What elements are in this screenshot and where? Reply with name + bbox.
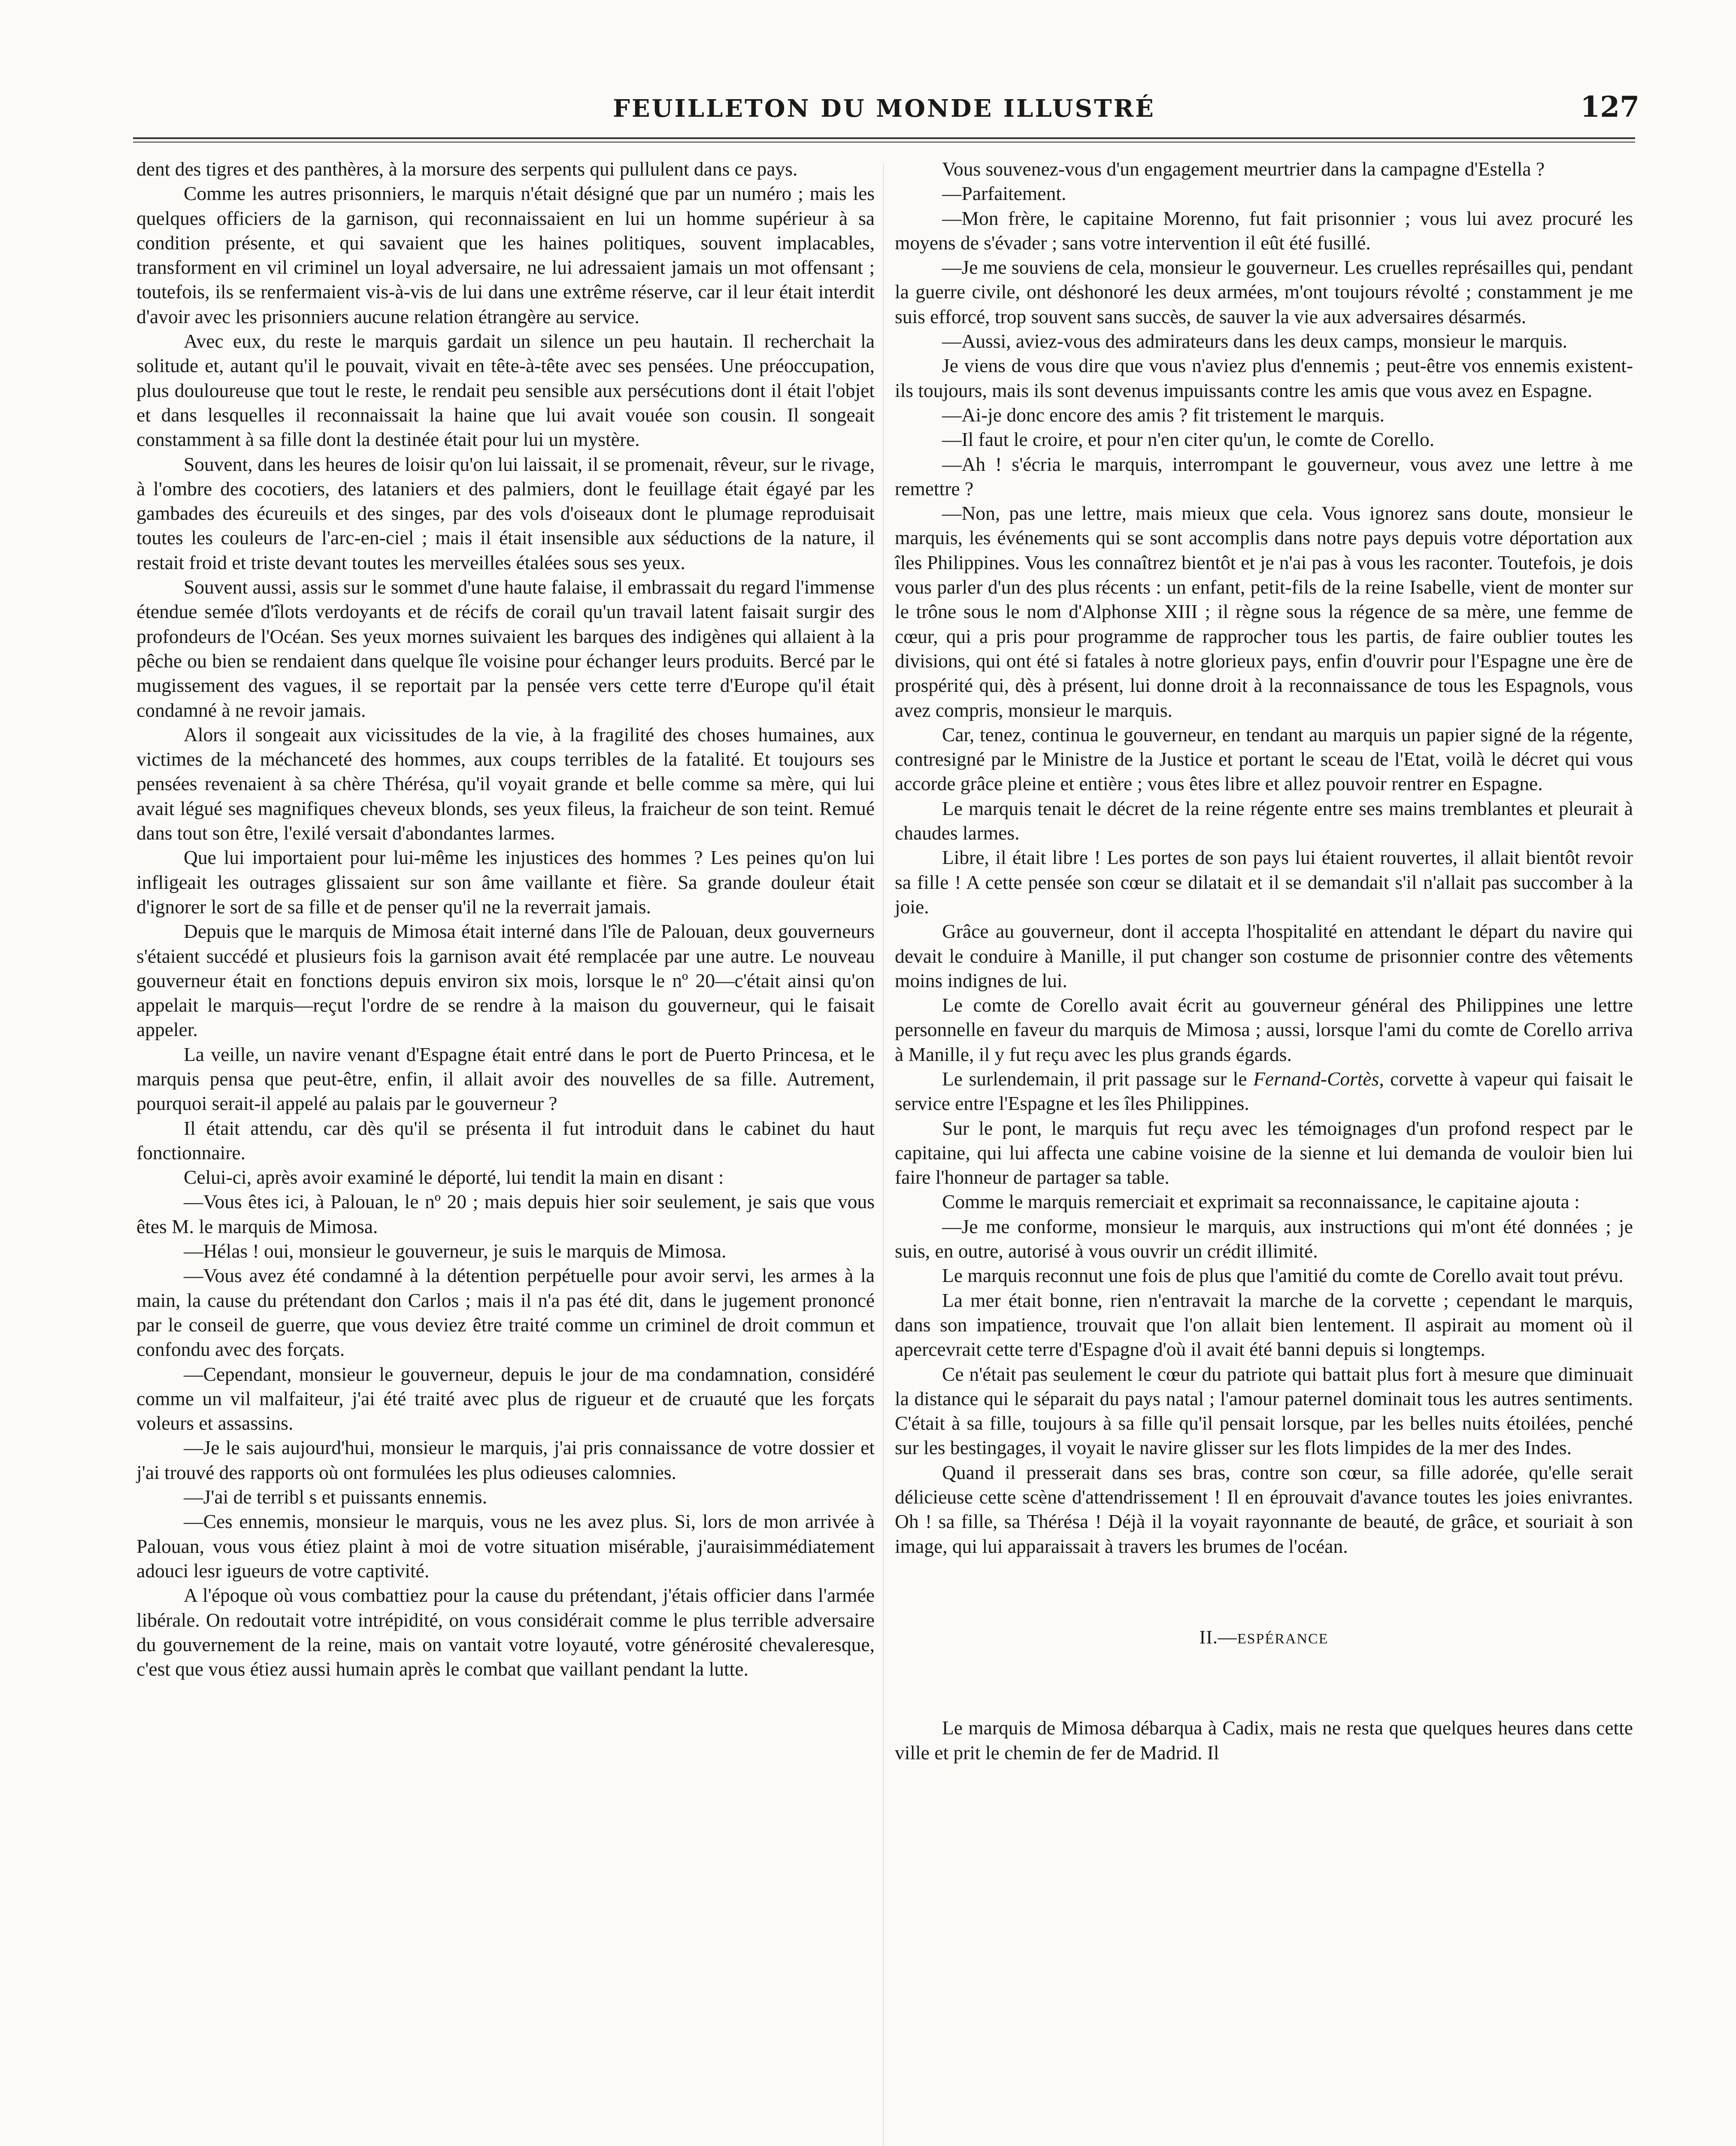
- paragraph: Car, tenez, continua le gouverneur, en tendant au marquis un papier signé de la régente, contresigné par le Ministre de la Justice et portant le sceau de l'Etat, voilà le décret qui vous accorde grâce pleine et entière ; vous êtes libre et allez pouvoir rentrer en Espagne.: [895, 723, 1633, 795]
- paragraph: Vous souvenez-vous d'un engagement meurtrier dans la campagne d'Estella ?: [942, 158, 1545, 180]
- section-number: II.—: [1199, 1626, 1237, 1648]
- running-title: FEUILLETON DU MONDE ILLUSTRÉ: [613, 94, 1155, 123]
- paragraph: Le comte de Corello avait écrit au gouverneur général des Philippines une lettre personnelle en faveur du marquis de Mimosa ; aussi, lorsque l'ami du comte de Corello arriva à Manille, il y fut reçu avec les plus grands égards.: [895, 994, 1633, 1065]
- paragraph: Quand il presserait dans ses bras, contre son cœur, sa fille adorée, qu'elle serait délicieuse cette scène d'attendrissement ! Il en éprouvait d'avance toutes les joies enivrantes. Oh ! sa fille, sa Thérésa ! Déjà il la voyait rayonnante de beauté, de grâce, et souriait à son image, qui lui apparaissait à travers les brumes de l'océan.: [895, 1461, 1633, 1557]
- section-heading: [895, 1625, 1633, 1651]
- page-header: [129, 90, 1639, 129]
- paragraph: Comme les autres prisonniers, le marquis n'était désigné que par un numéro ; mais les quelques officiers de la garnison, qui reconnaissaient en lui un homme supérieur à sa condition présente, et qui savaient que les haines politiques, souvent implacables, transforment en vil criminel un loyal adversaire, ne lui adressaient jamais un mot offensant ; toutefois, ils se renfermaient vis-à-vis de lui dans une extrême réserve, car il leur était interdit d'avoir avec les prisonniers aucune relation étrangère au service.: [136, 182, 875, 327]
- paragraph: Il était attendu, car dès qu'il se présenta il fut introduit dans le cabinet du haut fonctionnaire.: [136, 1117, 875, 1164]
- paragraph: Libre, il était libre ! Les portes de son pays lui étaient rouvertes, il allait bientôt revoir sa fille ! A cette pensée son cœur se dilatait et il se demandait s'il n'allait pas succomber à la joie.: [895, 846, 1633, 918]
- paragraph: Depuis que le marquis de Mimosa était interné dans l'île de Palouan, deux gouverneurs s'étaient succédé et plusieurs fois la garnison avait été remplacée par une autre. Le nouveau gouverneur était en fonctions depuis environ six mois, lorsque le nº 20—c'était ainsi qu'on appelait le marquis—reçut l'ordre de se rendre à la maison du gouverneur, qui le faisait appeler.: [136, 920, 875, 1041]
- header-rule: [133, 137, 1635, 142]
- paragraph: Alors il songeait aux vicissitudes de la vie, à la fragilité des choses humaines, aux victimes de la méchanceté des hommes, aux coups terribles de la fatalité. Et toujours ses pensées revenaient à sa chère Thérésa, qu'il voyait grande et belle comme sa mère, qui lui avait légué ses magnifiques cheveux blonds, ses yeux fileus, la fraicheur de son teint. Remué dans tout son être, l'exilé versait d'abondantes larmes.: [136, 723, 875, 844]
- dialogue-paragraph: —Je me conforme, monsieur le marquis, aux instructions qui m'ont été données ; je suis, en outre, autorisé à vous ouvrir un crédit illimité.: [895, 1215, 1633, 1262]
- dialogue-paragraph: —Cependant, monsieur le gouverneur, depuis le jour de ma condamnation, considéré comme un vil malfaiteur, j'ai été traité avec plus de rigueur et de cruauté que les forçats voleurs et assassins.: [136, 1363, 875, 1434]
- dialogue-paragraph: —Hélas ! oui, monsieur le gouverneur, je suis le marquis de Mimosa.: [184, 1240, 727, 1262]
- dialogue-paragraph: —Vous avez été condamné à la détention perpétuelle pour avoir servi, les armes à la main, la cause du prétendant don Carlos ; mais il n'a pas été dit, dans le jugement prononcé par le conseil de guerre, que vous deviez être traité comme un criminel de droit commun et confondu avec des forçats.: [136, 1264, 875, 1361]
- dialogue-paragraph: —Il faut le croire, et pour n'en citer qu'un, le comte de Corello.: [942, 428, 1435, 451]
- paragraph: La mer était bonne, rien n'entravait la marche de la corvette ; cependant le marquis, dans son impatience, trouvait que l'on allait bien lentement. Il aspirait au moment où il apercevrait cette terre d'Espagne d'où il avait été banni depuis si longtemps.: [895, 1289, 1633, 1361]
- ship-name: Fernand-Cortès: [1253, 1067, 1379, 1090]
- paragraph: Avec eux, du reste le marquis gardait un silence un peu hautain. Il recherchait la solitude et, autant qu'il le pouvait, vivait en tête-à-tête avec ses pensées. Une préoccupation, plus douloureuse que tout le reste, le rendait peu sensible aux persécutions dont il était l'objet et dans lesquelles il reconnaissait la haine que lui avait vouée son cousin. Il songeait constamment à sa fille dont la destinée était pour lui un mystère.: [136, 330, 875, 451]
- dialogue-paragraph: —Ah ! s'écria le marquis, interrompant le gouverneur, vous avez une lettre à me remettre ?: [895, 453, 1633, 500]
- paragraph: Le marquis de Mimosa débarqua à Cadix, mais ne resta que quelques heures dans cette ville et prit le chemin de fer de Madrid. Il: [895, 1717, 1633, 1764]
- section-title: ESPÉRANCE: [1237, 1631, 1329, 1647]
- column-divider: [883, 163, 884, 2146]
- dialogue-paragraph: —Ces ennemis, monsieur le marquis, vous ne les avez plus. Si, lors de mon arrivée à Palouan, vous vous étiez plaint à moi de votre situation misérable, j'auraisimmédiatement adouci lesr igueurs de votre captivité.: [136, 1510, 875, 1582]
- paragraph: Le surlendemain, il prit passage sur le Fernand-Cortès, corvette à vapeur qui faisait le service entre l'Espagne et les îles Philippines.: [895, 1067, 1633, 1115]
- page-number: 127: [1580, 90, 1639, 124]
- dialogue-paragraph: —Mon frère, le capitaine Morenno, fut fait prisonnier ; vous lui avez procuré les moyens de s'évader ; sans votre intervention il eût été fusillé.: [895, 207, 1633, 254]
- paragraph: Le marquis tenait le décret de la reine régente entre ses mains tremblantes et pleurait à chaudes larmes.: [895, 797, 1633, 844]
- paragraph: A l'époque où vous combattiez pour la cause du prétendant, j'étais officier dans l'armée libérale. On redoutait votre intrépidité, on vous considérait comme le plus terrible adversaire du gouvernement de la reine, mais on vantait votre loyauté, votre générosité chevaleresque, c'est que vous étiez aussi humain après le combat que vaillant pendant la lutte.: [136, 1584, 875, 1680]
- paragraph: Ce n'était pas seulement le cœur du patriote qui battait plus fort à mesure que diminuait la distance qui le séparait du pays natal ; l'amour paternel dominait tous les autres sentiments. C'était à sa fille, toujours à sa fille qu'il pensait lorsque, par les belles nuits étoilées, penché sur les bestingages, il voyait le navire glisser sur les flots limpides de la mer des Indes.: [895, 1363, 1633, 1459]
- paragraph: La veille, un navire venant d'Espagne était entré dans le port de Puerto Princesa, et le marquis pensa que peut-être, enfin, il allait avoir des nouvelles de sa fille. Autrement, pourquoi serait-il appelé au palais par le gouverneur ?: [136, 1043, 875, 1115]
- paragraph: Sur le pont, le marquis fut reçu avec les témoignages d'un profond respect par le capitaine, qui lui affecta une cabine voisine de la sienne et lui demanda de vouloir bien lui faire l'honneur de partager sa table.: [895, 1117, 1633, 1188]
- paragraph: Souvent, dans les heures de loisir qu'on lui laissait, il se promenait, rêveur, sur le rivage, à l'ombre des cocotiers, des lataniers et des palmiers, dont le feuillage était égayé par les gambades des écureuils et des singes, par des vols d'oiseaux dont le plumage reproduisait toutes les couleurs de l'arc-en-ciel ; mais il était insensible aux séductions de la nature, il restait froid et triste devant toutes les merveilles étalées sous ses yeux.: [136, 453, 875, 573]
- dialogue-paragraph: —Ai-je donc encore des amis ? fit tristement le marquis.: [942, 403, 1385, 426]
- dialogue-paragraph: —J'ai de terribl s et puissants ennemis.: [184, 1486, 488, 1508]
- dialogue-paragraph: —Parfaitement.: [942, 182, 1066, 205]
- paragraph: dent des tigres et des panthères, à la morsure des serpents qui pullulent dans ce pays.: [136, 158, 798, 180]
- paragraph: Grâce au gouverneur, dont il accepta l'hospitalité en attendant le départ du navire qui devait le conduire à Manille, il put changer son costume de prisonnier contre des vêtements moins indignes de lui.: [895, 920, 1633, 991]
- paragraph: Celui-ci, après avoir examiné le déporté, lui tendit la main en disant :: [184, 1166, 724, 1188]
- paragraph: Souvent aussi, assis sur le sommet d'une haute falaise, il embrassait du regard l'immense étendue semée d'îlots verdoyants et de récifs de corail qu'un travail latent faisait surgir des profondeurs de l'Océan. Ses yeux mornes suivaient les barques des indigènes qui allaient à la pêche ou bien se rendaient dans quelque île voisine pour échanger leurs produits. Bercé par le mugissement des vagues, il se reportait par la pensée vers cette terre d'Europe qu'il était condamné à ne revoir jamais.: [136, 576, 875, 721]
- paragraph: Le marquis reconnut une fois de plus que l'amitié du comte de Corello avait tout prévu.: [942, 1264, 1624, 1287]
- left-column: [136, 157, 875, 1681]
- dialogue-paragraph: —Vous êtes ici, à Palouan, le nº 20 ; mais depuis hier soir seulement, je sais que vous êtes M. le marquis de Mimosa.: [136, 1191, 875, 1237]
- paragraph: Comme le marquis remerciait et exprimait sa reconnaissance, le capitaine ajouta :: [942, 1191, 1580, 1213]
- paragraph: Que lui importaient pour lui-même les injustices des hommes ? Les peines qu'on lui infligeait les outrages glissaient sur son âme vaillante et fière. Sa grande douleur était d'ignorer le sort de sa fille et de penser qu'il ne la reverrait jamais.: [136, 846, 875, 918]
- dialogue-paragraph: —Je le sais aujourd'hui, monsieur le marquis, j'ai pris connaissance de votre dossier et j'ai trouvé des rapports où ont formulées les plus odieuses calomnies.: [136, 1437, 875, 1483]
- dialogue-paragraph: —Aussi, aviez-vous des admirateurs dans les deux camps, monsieur le marquis.: [942, 330, 1567, 352]
- dialogue-paragraph: —Je me souviens de cela, monsieur le gouverneur. Les cruelles représailles qui, pendant la guerre civile, ont déshonoré les deux armées, m'ont toujours révolté ; constamment je me suis efforcé, trop souvent sans succès, de sauver la vie aux adversaires désarmés.: [895, 256, 1633, 327]
- dialogue-paragraph: —Non, pas une lettre, mais mieux que cela. Vous ignorez sans doute, monsieur le marquis, les événements qui se sont accomplis dans notre pays depuis votre déportation aux îles Philippines. Vous les connaîtrez bientôt et je n'ai pas à vous les raconter. Toutefois, je dois vous parler d'un des plus récents : un enfant, petit-fils de la reine Isabelle, vient de monter sur le trône sous le nom d'Alphonse XIII ; il règne sous la régence de sa mère, une femme de cœur, qui a pris pour programme de rapprocher tous les partis, de faire oublier toutes les divisions, qui ont été si fatales à notre glorieux pays, enfin d'ouvrir pour l'Espagne une ère de prospérité qui, dès à présent, lui donne droit à la reconnaissance de tous les Espagnols, vous avez compris, monsieur le marquis.: [895, 502, 1633, 721]
- right-column: [895, 157, 1633, 1765]
- paragraph: Je viens de vous dire que vous n'aviez plus d'ennemis ; peut-être vos ennemis existent-ils toujours, mais ils sont devenus impuissants contre les amis que vous avez en Espagne.: [895, 355, 1633, 401]
